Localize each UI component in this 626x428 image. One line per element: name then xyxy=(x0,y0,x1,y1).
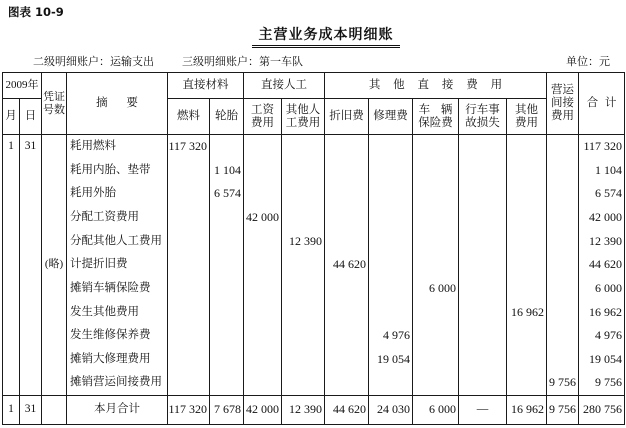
header-direct-materials: 直接材料 xyxy=(168,73,244,99)
cell-repair xyxy=(369,300,413,324)
cell-month xyxy=(3,348,20,372)
cell-repair: 19 054 xyxy=(369,348,413,372)
cell-insurance xyxy=(413,300,459,324)
cell-day xyxy=(20,206,42,230)
ledger-row xyxy=(3,324,625,348)
cell-summary: 耗用内胎、垫带 xyxy=(67,158,168,182)
cell-wages xyxy=(244,348,282,372)
cell-total: 12 390 xyxy=(579,229,625,253)
cell-month xyxy=(3,182,20,206)
header-voucher: 凭证 号数 xyxy=(42,73,67,135)
cell-fuel xyxy=(168,229,210,253)
cell-total: 9 756 xyxy=(579,371,625,395)
header-accident: 行车事 故损失 xyxy=(459,99,507,135)
cell-other-fees xyxy=(507,206,547,230)
cell-fuel xyxy=(168,158,210,182)
cell-tires xyxy=(210,277,244,301)
cell-insurance xyxy=(413,158,459,182)
cell-insurance xyxy=(413,206,459,230)
cell-other-fees: 16 962 xyxy=(507,300,547,324)
header-fuel: 燃料 xyxy=(168,99,210,135)
cell-insurance xyxy=(413,348,459,372)
cell-total: 117 320 xyxy=(579,135,625,159)
header-other-labor: 其他人 工费用 xyxy=(282,99,325,135)
cell-other-labor xyxy=(282,348,325,372)
cell-indirect xyxy=(547,206,579,230)
cell-repair: 4 976 xyxy=(369,324,413,348)
cell-month xyxy=(3,158,20,182)
ledger-row xyxy=(3,300,625,324)
cell-month xyxy=(3,253,20,277)
ledger-row xyxy=(3,277,625,301)
monthly-total-row xyxy=(3,395,625,424)
cell-other-labor xyxy=(282,158,325,182)
cell-accident xyxy=(459,158,507,182)
cell-other-labor xyxy=(282,206,325,230)
cell-tires xyxy=(210,348,244,372)
cell-insurance xyxy=(413,324,459,348)
cell-tires xyxy=(210,371,244,395)
header-wages: 工资 费用 xyxy=(244,99,282,135)
cell-other-fees xyxy=(507,229,547,253)
header-year: 2009年 xyxy=(3,73,42,99)
cell-wages xyxy=(244,253,282,277)
cell-repair xyxy=(369,158,413,182)
cell-depreciation xyxy=(325,277,369,301)
header-direct-labor: 直接人工 xyxy=(244,73,325,99)
cell-month xyxy=(3,371,20,395)
ledger-row xyxy=(3,135,625,159)
cell-day xyxy=(20,253,42,277)
cell-repair xyxy=(369,277,413,301)
cell-total: 1 104 xyxy=(579,158,625,182)
cell-repair xyxy=(369,206,413,230)
cell-tires xyxy=(210,135,244,159)
header-summary: 摘 要 xyxy=(67,73,168,135)
cost-ledger-table xyxy=(2,72,625,425)
cell-day xyxy=(20,300,42,324)
cell-indirect xyxy=(547,300,579,324)
cell-month xyxy=(3,324,20,348)
cell-other-labor xyxy=(282,253,325,277)
cell-summary: 分配其他人工费用 xyxy=(67,229,168,253)
cell-depreciation: 44 620 xyxy=(325,253,369,277)
cell-repair xyxy=(369,182,413,206)
cell-accident xyxy=(459,324,507,348)
cell-wages xyxy=(244,300,282,324)
cell-total: 16 962 xyxy=(579,300,625,324)
figure-label: 图表 10-9 xyxy=(8,5,64,19)
cell-accident: — xyxy=(459,395,507,424)
cell-day xyxy=(20,229,42,253)
cell-month xyxy=(3,229,20,253)
cell-accident xyxy=(459,182,507,206)
cell-insurance: 6 000 xyxy=(413,277,459,301)
cell-insurance xyxy=(413,253,459,277)
cell-other-fees: 16 962 xyxy=(507,395,547,424)
cell-voucher: (略) xyxy=(42,135,67,396)
cell-day xyxy=(20,277,42,301)
cell-fuel xyxy=(168,277,210,301)
cell-depreciation xyxy=(325,371,369,395)
cell-accident xyxy=(459,229,507,253)
ledger-row xyxy=(3,253,625,277)
cell-day: 31 xyxy=(20,395,42,424)
cell-other-fees xyxy=(507,182,547,206)
cell-indirect xyxy=(547,158,579,182)
cell-tires xyxy=(210,324,244,348)
cell-depreciation xyxy=(325,182,369,206)
ledger-row xyxy=(3,182,625,206)
cell-tires xyxy=(210,253,244,277)
cell-total: 42 000 xyxy=(579,206,625,230)
cell-wages xyxy=(244,371,282,395)
cell-accident xyxy=(459,135,507,159)
cell-depreciation xyxy=(325,206,369,230)
header-indirect: 营运 间接 费用 xyxy=(547,73,579,135)
cell-fuel xyxy=(168,182,210,206)
cell-repair xyxy=(369,135,413,159)
cell-indirect: 9 756 xyxy=(547,395,579,424)
cell-wages xyxy=(244,324,282,348)
cell-total: 280 756 xyxy=(579,395,625,424)
cell-depreciation xyxy=(325,158,369,182)
cell-summary: 耗用外胎 xyxy=(67,182,168,206)
tertiary-account-label: 三级明细账户：第一车队 xyxy=(182,56,303,68)
cell-wages xyxy=(244,158,282,182)
cell-other-labor: 12 390 xyxy=(282,229,325,253)
cell-total: 44 620 xyxy=(579,253,625,277)
cell-accident xyxy=(459,300,507,324)
cell-insurance xyxy=(413,182,459,206)
cell-day: 31 xyxy=(20,135,42,159)
cell-tires: 1 104 xyxy=(210,158,244,182)
header-month: 月 xyxy=(3,99,20,135)
cell-wages: 42 000 xyxy=(244,395,282,424)
cell-indirect xyxy=(547,182,579,206)
cell-fuel xyxy=(168,253,210,277)
cell-fuel: 117 320 xyxy=(168,135,210,159)
cell-accident xyxy=(459,206,507,230)
header-depreciation: 折旧费 xyxy=(325,99,369,135)
ledger-row xyxy=(3,371,625,395)
cell-day xyxy=(20,348,42,372)
cell-accident xyxy=(459,348,507,372)
ledger-row xyxy=(3,158,625,182)
cell-accident xyxy=(459,371,507,395)
header-tires: 轮胎 xyxy=(210,99,244,135)
cell-voucher xyxy=(42,395,67,424)
cell-indirect xyxy=(547,277,579,301)
cell-month: 1 xyxy=(3,395,20,424)
cell-depreciation xyxy=(325,300,369,324)
cell-wages: 42 000 xyxy=(244,206,282,230)
cell-other-fees xyxy=(507,253,547,277)
cell-summary: 发生维修保养费 xyxy=(67,324,168,348)
cell-summary: 分配工资费用 xyxy=(67,206,168,230)
cell-tires: 6 574 xyxy=(210,182,244,206)
cell-total: 19 054 xyxy=(579,348,625,372)
cell-other-fees xyxy=(507,348,547,372)
cell-day xyxy=(20,324,42,348)
ledger-row xyxy=(3,206,625,230)
cell-other-labor xyxy=(282,300,325,324)
header-insurance: 车 辆 保险费 xyxy=(413,99,459,135)
cell-other-labor xyxy=(282,371,325,395)
cell-fuel xyxy=(168,324,210,348)
cell-other-labor xyxy=(282,182,325,206)
cell-repair xyxy=(369,371,413,395)
cell-tires xyxy=(210,229,244,253)
cell-accident xyxy=(459,277,507,301)
cell-total: 6 574 xyxy=(579,182,625,206)
cell-indirect xyxy=(547,348,579,372)
cell-other-labor xyxy=(282,135,325,159)
cell-other-fees xyxy=(507,324,547,348)
cell-accident xyxy=(459,253,507,277)
cell-depreciation xyxy=(325,135,369,159)
cell-tires xyxy=(210,206,244,230)
secondary-account-label: 二级明细账户：运输支出 xyxy=(33,56,154,68)
cell-day xyxy=(20,371,42,395)
cell-month xyxy=(3,206,20,230)
cell-wages xyxy=(244,135,282,159)
cell-insurance xyxy=(413,135,459,159)
cell-summary: 摊销大修理费用 xyxy=(67,348,168,372)
cell-repair xyxy=(369,253,413,277)
header-other-fees: 其他 费用 xyxy=(507,99,547,135)
cell-fuel xyxy=(168,300,210,324)
cell-indirect: 9 756 xyxy=(547,371,579,395)
cell-month xyxy=(3,277,20,301)
cell-summary: 本月合计 xyxy=(67,395,168,424)
cell-fuel xyxy=(168,348,210,372)
cell-other-labor: 12 390 xyxy=(282,395,325,424)
cell-depreciation xyxy=(325,324,369,348)
cell-wages xyxy=(244,277,282,301)
header-row-top xyxy=(3,73,625,99)
cell-other-fees xyxy=(507,277,547,301)
cell-month xyxy=(3,300,20,324)
cell-day xyxy=(20,158,42,182)
cell-other-fees xyxy=(507,158,547,182)
ledger-row xyxy=(3,229,625,253)
cell-repair xyxy=(369,229,413,253)
cell-fuel xyxy=(168,371,210,395)
cell-depreciation: 44 620 xyxy=(325,395,369,424)
cell-summary: 计提折旧费 xyxy=(67,253,168,277)
cell-wages xyxy=(244,229,282,253)
cell-other-labor xyxy=(282,324,325,348)
cell-total: 4 976 xyxy=(579,324,625,348)
cell-wages xyxy=(244,182,282,206)
header-total: 合 计 xyxy=(579,73,625,135)
cell-insurance xyxy=(413,229,459,253)
cell-fuel xyxy=(168,206,210,230)
cell-insurance: 6 000 xyxy=(413,395,459,424)
header-day: 日 xyxy=(20,99,42,135)
cell-indirect xyxy=(547,324,579,348)
cell-indirect xyxy=(547,229,579,253)
unit-label: 单位：元 xyxy=(566,56,610,68)
cell-tires: 7 678 xyxy=(210,395,244,424)
cell-indirect xyxy=(547,135,579,159)
cell-total: 6 000 xyxy=(579,277,625,301)
cell-indirect xyxy=(547,253,579,277)
cell-fuel: 117 320 xyxy=(168,395,210,424)
cell-summary: 摊销车辆保险费 xyxy=(67,277,168,301)
cell-other-fees xyxy=(507,371,547,395)
cell-month: 1 xyxy=(3,135,20,159)
header-repair: 修理费 xyxy=(369,99,413,135)
cell-other-fees xyxy=(507,135,547,159)
cell-summary: 耗用燃料 xyxy=(67,135,168,159)
cell-summary: 摊销营运间接费用 xyxy=(67,371,168,395)
cell-day xyxy=(20,182,42,206)
cell-tires xyxy=(210,300,244,324)
cell-insurance xyxy=(413,371,459,395)
ledger-title: 主营业务成本明细账 xyxy=(252,27,400,48)
cell-other-labor xyxy=(282,277,325,301)
cell-depreciation xyxy=(325,348,369,372)
header-other-direct: 其 他 直 接 费 用 xyxy=(325,73,547,99)
cell-depreciation xyxy=(325,229,369,253)
ledger-row xyxy=(3,348,625,372)
cell-repair: 24 030 xyxy=(369,395,413,424)
cell-summary: 发生其他费用 xyxy=(67,300,168,324)
